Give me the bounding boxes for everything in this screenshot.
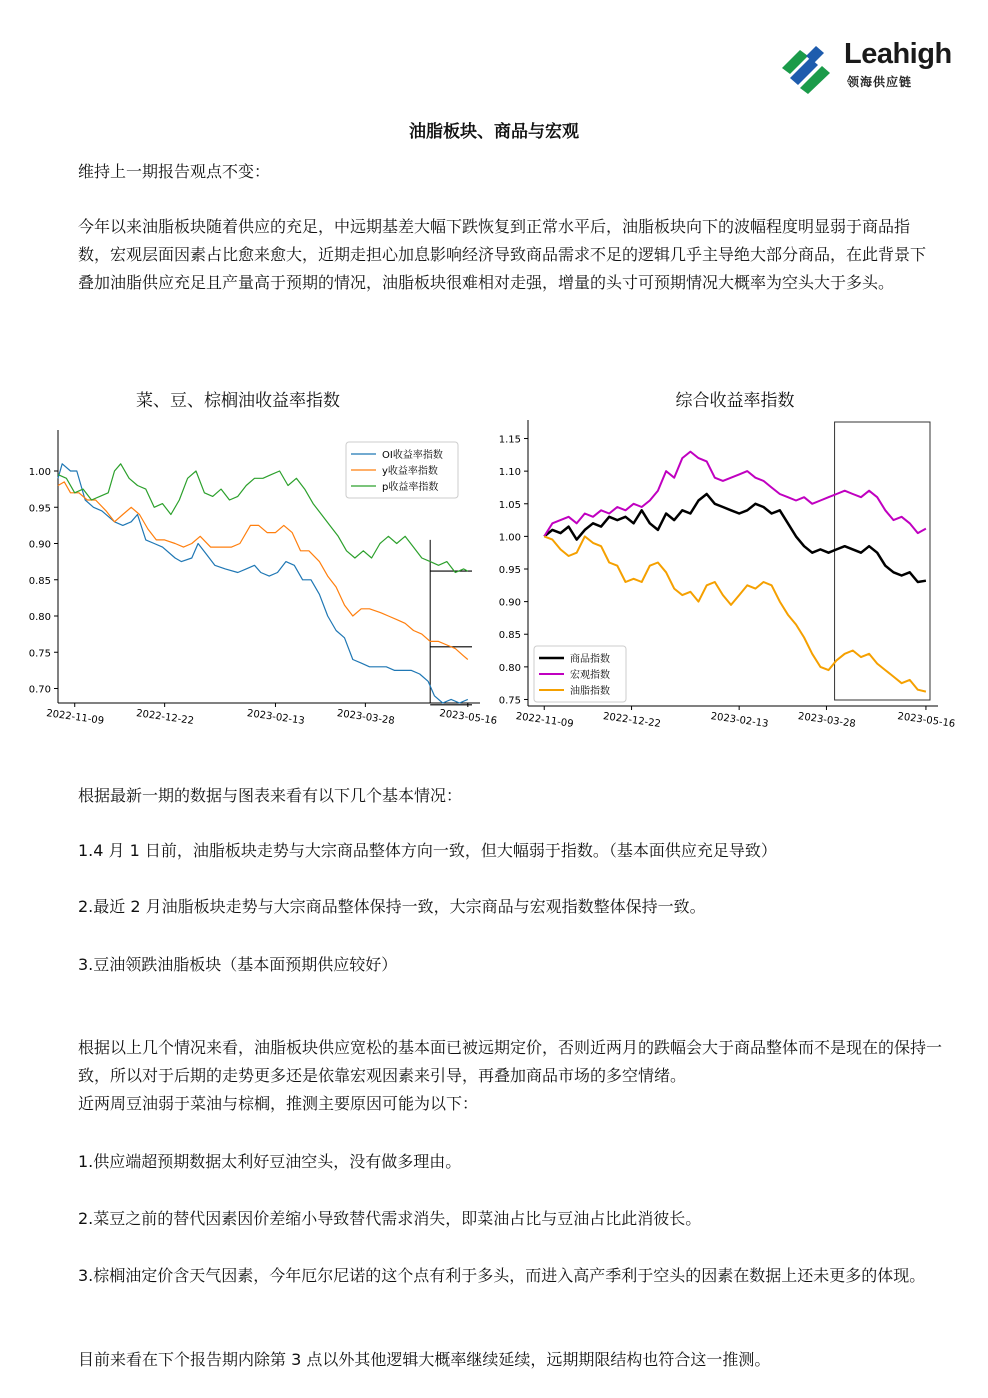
- legend-label: 商品指数: [570, 654, 610, 665]
- leahigh-logo-mark-icon: [780, 38, 840, 94]
- y-tick-label: 1.05: [498, 499, 521, 511]
- y-tick-label: 0.75: [28, 648, 51, 660]
- x-tick-label: 2022-11-09: [45, 708, 105, 728]
- chart1-title: 菜、豆、棕榈油收益率指数: [136, 391, 340, 411]
- paragraph-intro: 维持上一期报告观点不变：: [78, 162, 271, 181]
- x-tick-label: 2023-05-16: [438, 708, 498, 728]
- finding-2: 2.最近 2 月油脂板块走势与大宗商品整体保持一致，大宗商品与宏观指数整体保持一致。: [78, 897, 706, 916]
- paragraph-outlook: 目前来看在下个报告期内除第 3 点以外其他逻辑大概率继续延续，远期期限结构也符合这一推测。: [78, 1350, 771, 1369]
- x-tick-label: 2022-11-09: [515, 711, 575, 731]
- y-tick-label: 0.95: [498, 565, 521, 576]
- x-tick-label: 2023-05-16: [896, 711, 956, 731]
- reason-2: 2.菜豆之前的替代因素因价差缩小导致替代需求消失，即菜油占比与豆油占比此消彼长。: [78, 1209, 702, 1228]
- chart2-title: 综合收益率指数: [675, 391, 795, 411]
- paragraph-conclusion: 根据以上几个情况来看，油脂板块供应宽松的基本面已被远期定价，否则近两月的跌幅会大于商品整体而不是现在的保持一致，所以对于后期的走势更多还是依靠宏观因素来引导，再叠加商品市场的多空情绪。: [78, 1038, 943, 1085]
- series-line: [544, 452, 926, 537]
- paragraph-findings-intro: 根据最新一期的数据与图表来看有以下几个基本情况：: [78, 786, 463, 805]
- x-tick-label: 2023-02-13: [246, 708, 306, 728]
- legend-label: 宏观指数: [570, 670, 610, 681]
- y-tick-label: 1.00: [28, 467, 51, 478]
- y-tick-label: 0.80: [28, 612, 51, 623]
- reason-1: 1.供应端超预期数据太利好豆油空头，没有做多理由。: [78, 1152, 462, 1171]
- series-line: [544, 494, 926, 582]
- logo-subtitle: 领海供应链: [847, 75, 913, 89]
- paragraph-overview: 今年以来油脂板块随着供应的充足，中远期基差大幅下跌恢复到正常水平后，油脂板块向下的波幅程度明显弱于商品指数，宏观层面因素占比愈来愈大，近期走担心加息影响经济导致商品需求不足的逻辑几乎主导绝大部分商品，在此背景下叠加油脂供应充足且产量高于预期的情况，油脂板块很难相对走强，增量的头寸可预期情况大概率为空头大于多头。: [78, 217, 927, 292]
- paragraph-reasons-intro: 近两周豆油弱于菜油与棕榈，推测主要原因可能为以下：: [78, 1094, 479, 1113]
- x-tick-label: 2022-12-22: [135, 708, 195, 728]
- composite-return-index-chart: [490, 418, 965, 748]
- page-title: 油脂板块、商品与宏观: [409, 122, 579, 142]
- finding-1: 1.4 月 1 日前，油脂板块走势与大宗商品整体方向一致，但大幅弱于指数。（基本面供应充足导致）: [78, 841, 777, 860]
- y-tick-label: 0.95: [28, 503, 51, 515]
- y-tick-label: 1.10: [498, 467, 521, 479]
- legend-label: y收益率指数: [382, 466, 438, 477]
- y-tick-label: 0.70: [28, 684, 51, 696]
- y-tick-label: 0.90: [498, 597, 521, 609]
- legend-label: 油脂指数: [570, 686, 610, 697]
- y-tick-label: 0.85: [28, 575, 51, 587]
- series-line: [58, 482, 468, 660]
- finding-3: 3.豆油领跌油脂板块（基本面预期供应较好）: [78, 955, 398, 974]
- y-tick-label: 0.90: [28, 539, 51, 551]
- x-tick-label: 2023-02-13: [709, 711, 770, 731]
- oils-return-index-chart: [20, 420, 498, 750]
- y-tick-label: 1.00: [498, 532, 521, 544]
- legend-label: p收益率指数: [382, 482, 439, 493]
- series-line: [58, 464, 468, 703]
- leahigh-logo: [780, 38, 970, 94]
- x-tick-label: 2022-12-22: [602, 711, 662, 731]
- y-tick-label: 1.15: [498, 434, 521, 446]
- y-tick-label: 0.85: [498, 630, 521, 642]
- x-tick-label: 2023-03-28: [336, 708, 396, 728]
- reason-3: 3.棕榈油定价含天气因素，今年厄尔尼诺的这个点有利于多头，而进入高产季利于空头的因素在数据上还未更多的体现。: [78, 1266, 926, 1285]
- x-tick-label: 2023-03-28: [797, 711, 857, 731]
- y-tick-label: 0.75: [498, 695, 521, 707]
- legend-label: OI收益率指数: [382, 450, 443, 461]
- logo-name: Leahigh: [844, 38, 952, 70]
- y-tick-label: 0.80: [498, 662, 521, 674]
